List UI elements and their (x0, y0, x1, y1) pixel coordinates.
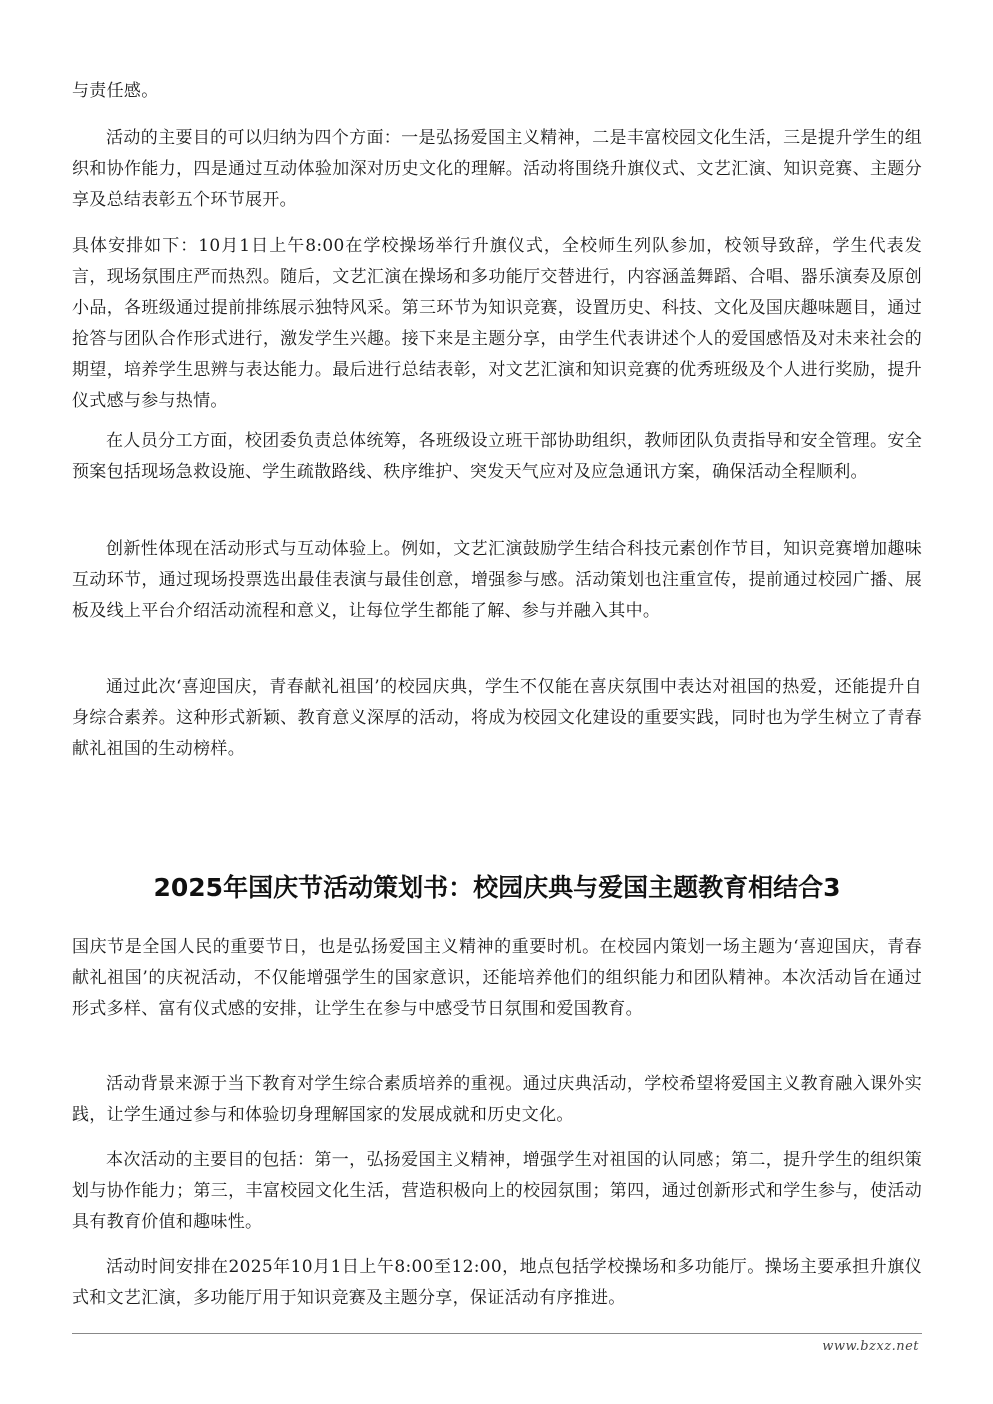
paragraph-time-place: 活动时间安排在2025年10月1日上午8:00至12:00，地点包括学校操场和多功能厅。操场主要承担升旗仪式和文艺汇演，多功能厅用于知识竞赛及主题分享，保证活动有序推进。 (72, 1257, 922, 1308)
paragraph-objectives: 本次活动的主要目的包括：第一，弘扬爱国主义精神，增强学生对祖国的认同感；第二，提升学生的组织策划与协作能力；第三，丰富校园文化生活，营造积极向上的校园氛围；第四，通过创新形式和学生参与，使活动具有教育价值和趣味性。 (72, 1150, 922, 1232)
paragraph-staffing: 在人员分工方面，校团委负责总体统筹，各班级设立班干部协助组织，教师团队负责指导和安全管理。安全预案包括现场急救设施、学生疏散路线、秩序维护、突发天气应对及应急通讯方案，确保活动全程顺利。 (72, 431, 922, 482)
paragraph-schedule: 具体安排如下：10月1日上午8:00在学校操场举行升旗仪式，全校师生列队参加，校领导致辞，学生代表发言，现场氛围庄严而热烈。随后，文艺汇演在操场和多功能厅交替进行，内容涵盖舞蹈、合唱、器乐演奏及原创小品，各班级通过提前排练展示独特风采。第三环节为知识竞赛，设置历史、科技、文化及国庆趣味题目，通过抢答与团队合作形式进行，激发学生兴趣。接下来是主题分享，由学生代表讲述个人的爱国感悟及对未来社会的期望，培养学生思辨与表达能力。最后进行总结表彰，对文艺汇演和知识竞赛的优秀班级及个人进行奖励，提升仪式感与参与热情。 (72, 236, 922, 411)
paragraph-goals: 活动的主要目的可以归纳为四个方面：一是弘扬爱国主义精神，二是丰富校园文化生活，三是提升学生的组织和协作能力，四是通过互动体验加深对历史文化的理解。活动将围绕升旗仪式、文艺汇演、知识竞赛、主题分享及总结表彰五个环节展开。 (72, 128, 922, 210)
section-title: 2025年国庆节活动策划书：校园庆典与爱国主题教育相结合3 (153, 873, 841, 902)
paragraph-intro: 国庆节是全国人民的重要节日，也是弘扬爱国主义精神的重要时机。在校园内策划一场主题为‘喜迎国庆，青春献礼祖国’的庆祝活动，不仅能增强学生的国家意识，还能培养他们的组织能力和团队精神。本次活动旨在通过形式多样、富有仪式感的安排，让学生在参与中感受节日氛围和爱国教育。 (72, 937, 922, 1019)
paragraph-background: 活动背景来源于当下教育对学生综合素质培养的重视。通过庆典活动，学校希望将爱国主义教育融入课外实践，让学生通过参与和体验切身理解国家的发展成就和历史文化。 (72, 1074, 922, 1125)
footer-url: www.bzxz.net (822, 1339, 919, 1354)
footer-divider (72, 1333, 922, 1334)
top-fragment: 与责任感。 (72, 81, 159, 101)
paragraph-conclusion: 通过此次‘喜迎国庆，青春献礼祖国’的校园庆典，学生不仅能在喜庆氛围中表达对祖国的热爱，还能提升自身综合素养。这种形式新颖、教育意义深厚的活动，将成为校园文化建设的重要实践，同时也为学生树立了青春献礼祖国的生动榜样。 (72, 677, 922, 759)
paragraph-innovation: 创新性体现在活动形式与互动体验上。例如，文艺汇演鼓励学生结合科技元素创作节目，知识竞赛增加趣味互动环节，通过现场投票选出最佳表演与最佳创意，增强参与感。活动策划也注重宣传，提前通过校园广播、展板及线上平台介绍活动流程和意义，让每位学生都能了解、参与并融入其中。 (72, 539, 922, 621)
